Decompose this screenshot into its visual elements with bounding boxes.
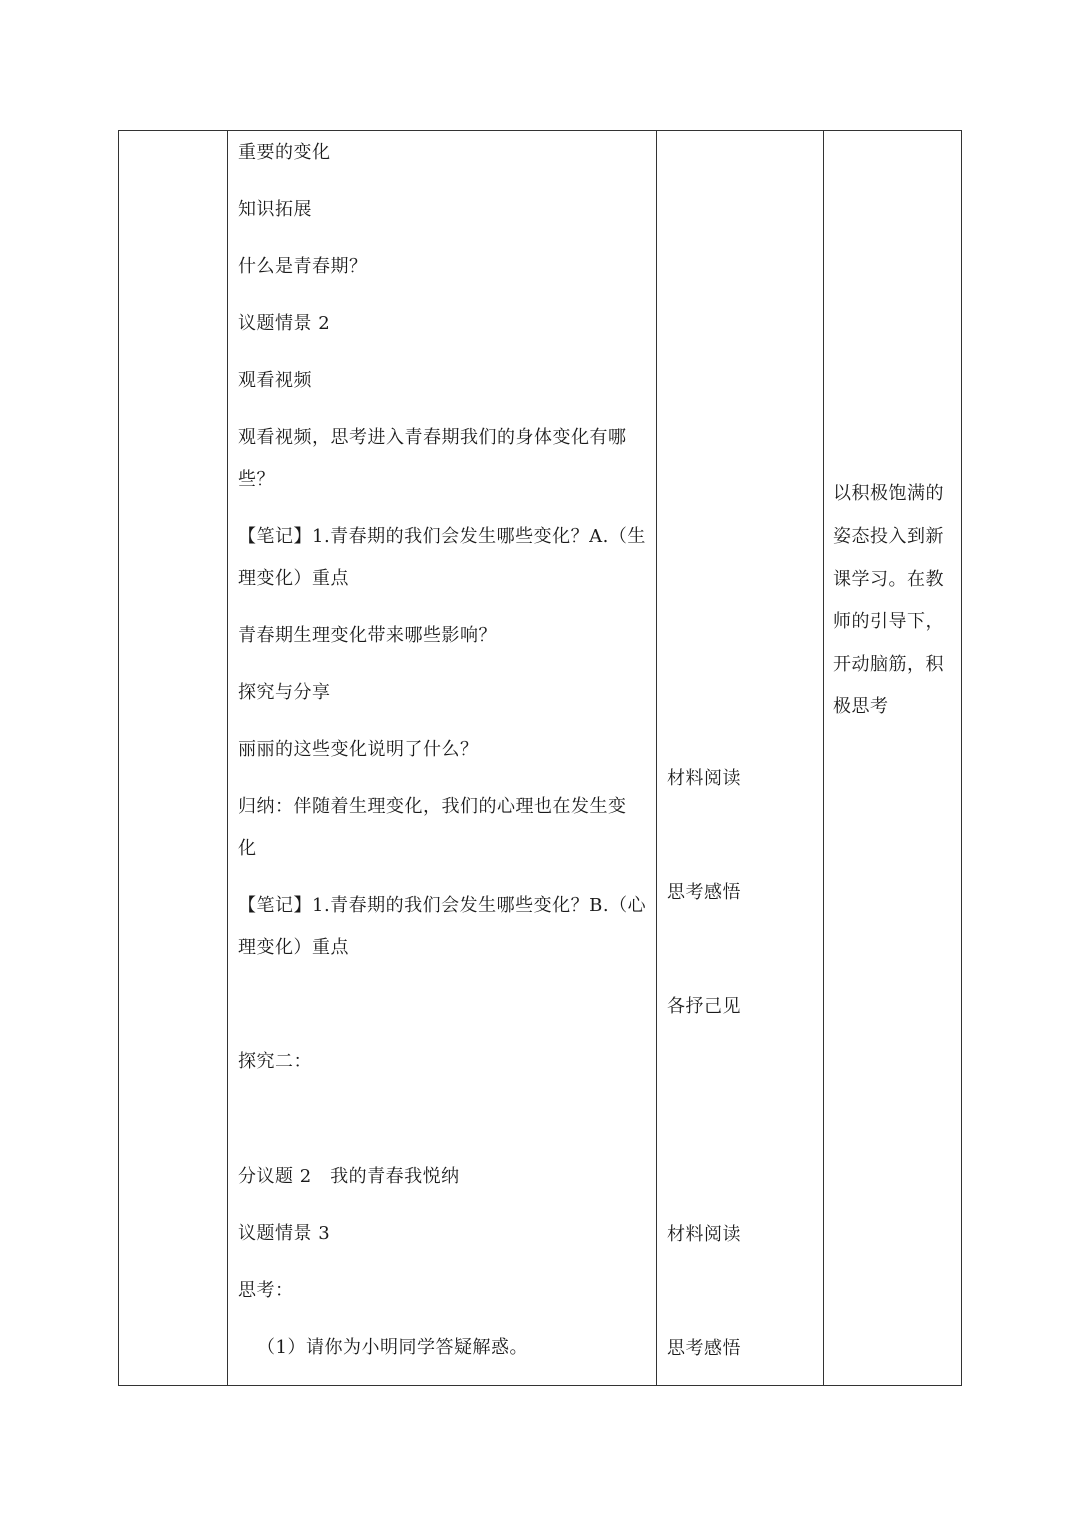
content-line: 探究二：	[238, 1051, 312, 1072]
content-line: 议题情景 3	[238, 1223, 331, 1244]
content-line: 【笔记】1.青春期的我们会发生哪些变化？B.（心	[238, 895, 647, 916]
content-line: 化	[238, 838, 257, 859]
activity-line: 材料阅读	[667, 768, 741, 789]
teaching-content-column	[227, 131, 656, 1385]
content-line: 归纳：伴随着生理变化，我们的心理也在发生变	[238, 796, 627, 817]
activity-line: 材料阅读	[667, 1224, 741, 1245]
intent-line: 姿态投入到新	[833, 526, 944, 547]
content-line: 丽丽的这些变化说明了什么？	[238, 739, 479, 760]
design-intent-column	[823, 131, 961, 1385]
content-line: 分议题 2 我的青春我悦纳	[238, 1166, 460, 1187]
content-line: 思考：	[238, 1280, 294, 1301]
content-line: 青春期生理变化带来哪些影响？	[238, 625, 497, 646]
content-line: 探究与分享	[238, 682, 331, 703]
content-line: 些？	[238, 469, 275, 490]
content-line: （1）请你为小明同学答疑解惑。	[257, 1337, 528, 1358]
intent-line: 课学习。在教	[833, 569, 944, 590]
lesson-table	[118, 130, 962, 1386]
student-activity-column	[656, 131, 823, 1385]
content-line: 议题情景 2	[238, 313, 331, 334]
empty-first-column	[119, 131, 227, 1385]
activity-line: 思考感悟	[667, 882, 741, 903]
content-line: 知识拓展	[238, 199, 312, 220]
activity-line: 思考感悟	[667, 1338, 741, 1359]
content-line: 理变化）重点	[238, 568, 349, 589]
content-line: 观看视频	[238, 370, 312, 391]
intent-line: 极思考	[833, 696, 889, 717]
intent-line: 开动脑筋，积	[833, 654, 944, 675]
content-line: 什么是青春期？	[238, 256, 368, 277]
content-line: 理变化）重点	[238, 937, 349, 958]
content-line: 【笔记】1.青春期的我们会发生哪些变化？A.（生	[238, 526, 646, 547]
content-line: 观看视频，思考进入青春期我们的身体变化有哪	[238, 427, 627, 448]
intent-line: 以积极饱满的	[833, 483, 944, 504]
activity-line: 各抒己见	[667, 996, 741, 1017]
content-line: 重要的变化	[238, 142, 331, 163]
intent-line: 师的引导下，	[833, 611, 944, 632]
